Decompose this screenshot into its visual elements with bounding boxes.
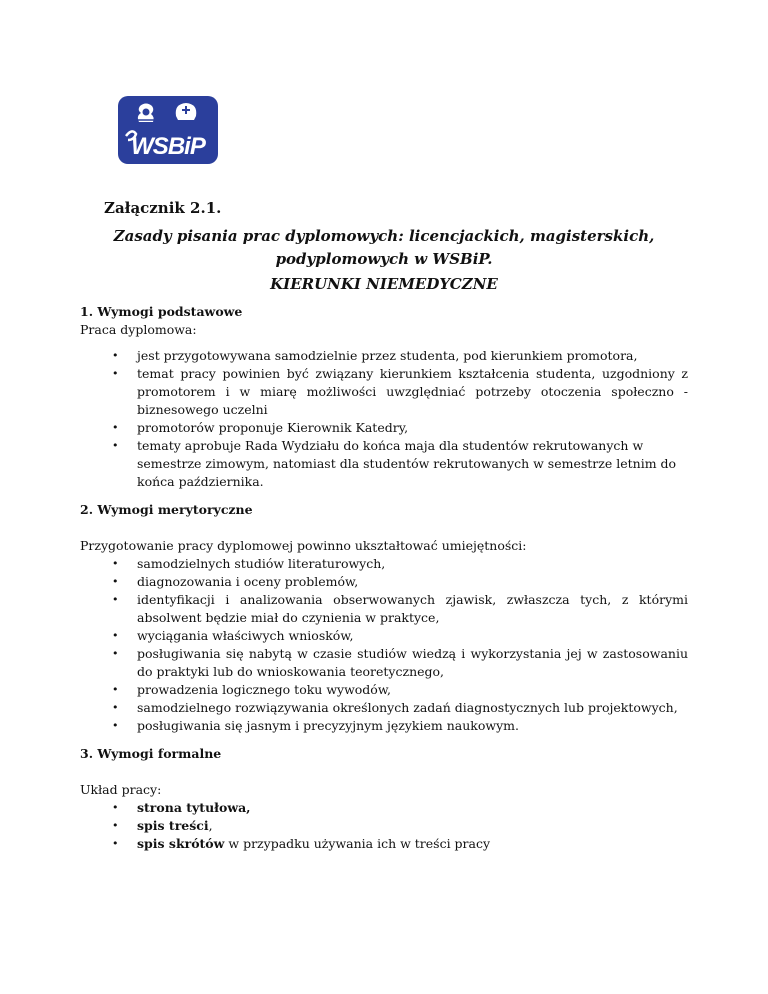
list-item: • posługiwania się nabytą w czasie studiów wiedzą i wykorzystania jej w zastosowaniu do praktyki lub do wnioskowania teoretycznego,: [137, 645, 688, 681]
bullet-list: [137, 555, 688, 735]
list-item: • samodzielnych studiów literaturowych,: [137, 555, 688, 573]
list-item: [137, 817, 688, 835]
list-item: • posługiwania się jasnym i precyzyjnym językiem naukowym.: [137, 717, 688, 735]
item-bold-text: strona tytułowa,: [137, 800, 251, 815]
list-item: • jest przygotowywana samodzielnie przez studenta, pod kierunkiem promotora,: [137, 347, 688, 365]
section-heading: 1. Wymogi podstawowe: [80, 304, 243, 319]
section-heading: 2. Wymogi merytoryczne: [80, 502, 253, 517]
list-item: [137, 835, 688, 853]
logo-graphic: [118, 96, 218, 164]
list-item: • diagnozowania i oceny problemów,: [137, 573, 688, 591]
list-item: • temat pracy powinien być związany kierunkiem kształcenia studenta, uzgodniony z promotorem i w miarę możliwości uwzględniać potrzeby otoczenia społeczno - biznesowego uczelni: [137, 365, 688, 419]
list-item: [137, 799, 688, 817]
document-body: [80, 303, 688, 853]
section-intro: Praca dyplomowa:: [80, 322, 197, 337]
section-intro: Przygotowanie pracy dyplomowej powinno ukształtować umiejętności:: [80, 538, 527, 553]
list-item: • promotorów proponuje Kierownik Katedry,: [137, 419, 688, 437]
item-text: ,: [208, 818, 213, 833]
item-bold-text: spis skrótów: [137, 836, 225, 851]
emblem-crest-icon: [138, 104, 154, 123]
section-substantive-requirements: [80, 501, 688, 735]
document-title: Zasady pisania prac dyplomowych: licencjackich, magisterskich, podyplomowych w WSBiP.: [113, 227, 655, 268]
wsbip-logo: [118, 96, 218, 164]
item-text: w przypadku używania ich w treści pracy: [224, 836, 491, 851]
section-formal-requirements: [80, 745, 688, 853]
bullet-list: [137, 347, 688, 491]
list-item: • samodzielnego rozwiązywania określonych zadań diagnostycznych lub projektowych,: [137, 699, 688, 717]
section-basic-requirements: [80, 303, 688, 491]
section-intro: Układ pracy:: [80, 782, 162, 797]
list-item: • identyfikacji i analizowania obserwowanych zjawisk, zwłaszcza tych, z którymi absolwent będzie miał do czynienia w praktyce,: [137, 591, 688, 627]
svg-text:WSBiP: WSBiP: [131, 133, 205, 160]
list-item: • prowadzenia logicznego toku wywodów,: [137, 681, 688, 699]
section-heading: 3. Wymogi formalne: [80, 746, 222, 761]
list-item: • wyciągania właściwych wniosków,: [137, 627, 688, 645]
annex-title: Załącznik 2.1.: [104, 199, 222, 217]
emblem-nurse-cap-icon: [176, 103, 197, 120]
document-subtitle: KIERUNKI NIEMEDYCZNE: [270, 275, 498, 293]
list-item: • tematy aprobuje Rada Wydziału do końca maja dla studentów rekrutowanych w semestrze zimowym, natomiast dla studentów rekrutowanych w semestrze letnim do końca października.: [137, 437, 688, 491]
bullet-list: [137, 799, 688, 853]
item-bold-text: spis treści: [137, 818, 209, 833]
